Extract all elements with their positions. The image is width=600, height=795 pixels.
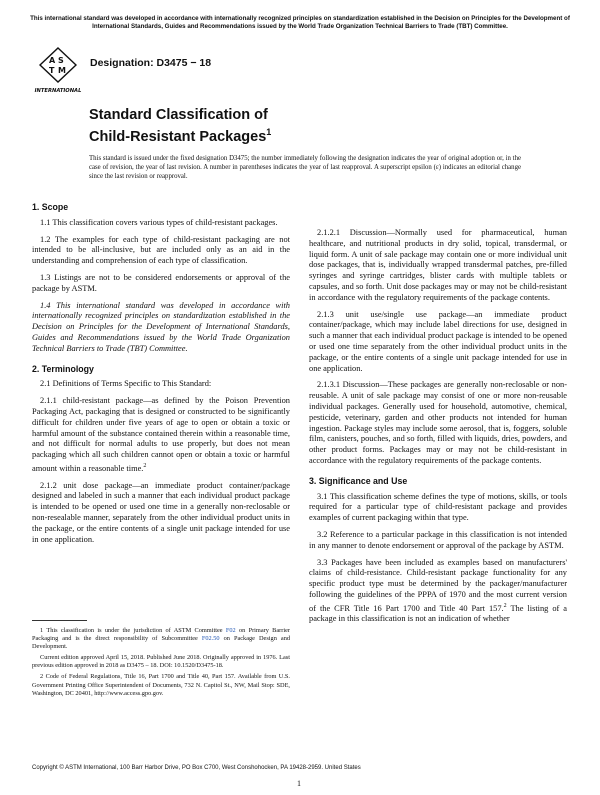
paragraph: 1.3 Listings are not to be considered endorsements or approval of the package by ASTM.	[32, 272, 290, 293]
footnote-mark: 2	[503, 602, 507, 609]
page-number: 1	[297, 779, 301, 788]
copyright-notice: Copyright © ASTM International, 100 Barr Harbor Drive, PO Box C700, West Conshohocken, PA 19428-2959. United States	[32, 765, 361, 771]
paragraph	[32, 396, 290, 474]
footnote-text: 1 This classification is under the jurisdiction of ASTM Committee	[40, 627, 226, 634]
section-heading-significance: 3. Significance and Use	[309, 475, 408, 486]
paragraph: 2.1.2.1 Discussion—Normally used for pharmaceutical, human healthcare, and nutritional products in dry solid, topical, transdermal, or liquid form. A unit of sale package may contain one or more individual unit dose packages, that is, individually wrapped transdermal patches, pre-filled syringes and syringe cartridges, blister cards with multiple tablets or capsules, and so forth. Unit dose packages may or may not be child-resistant in accordance with the regulatory requirements of the package contents.	[309, 228, 567, 302]
paragraph: 2.1.3 unit use/single use package—an immediate product container/package, which may include label directions for use, designed in such a manner that each individual product package is intended to be opened or used one time separately from the other individual product units in the package, or the entire contents of a single unit package intended for use in one application.	[309, 309, 567, 373]
designation: Designation: D3475 − 18	[90, 57, 212, 69]
paragraph: 2.1 Definitions of Terms Specific to This Standard:	[40, 379, 212, 389]
preface-note: This standard is issued under the fixed designation D3475; the number immediately following the designation indicates the year of original adoption or, in the case of revision, the year of last revision. A number in parentheses indicates the year of last reapproval. A superscript epsilon (ε) indicates an editorial change since the last revision or reapproval.	[89, 155, 521, 180]
footnote: 2 Code of Federal Regulations, Title 16, Part 1700 and Title 40, Part 157. Available from U.S. Government Printing Office Superintendent of Documents, 732 N. Capitol St., NW, Mail Stop: SDE, Washington, DC 20401, http://www.access.gpo.gov.	[32, 673, 290, 697]
footnote-mark: 2	[143, 462, 147, 469]
paragraph: 3.1 This classification scheme defines the type of motions, skills, or tools required for a particular type of child-resistant package and provides examples of current packaging within that type.	[309, 491, 567, 523]
paragraph: 3.2 Reference to a particular package in this classification is not intended in any manner to denote endorsement or approval of the package by ASTM.	[309, 529, 567, 550]
paragraph: 2.1.2 unit dose package—an immediate product container/package designed and labeled in such a manner that each individual product package is intended to be opened or used one time in a generally non-reclosable or non-resealable manner, separately from the other individual product units in the package, or the entire contents of a single unit package intended for use in one application.	[32, 480, 290, 544]
right-column	[309, 228, 567, 631]
logo-letter: T	[49, 66, 55, 75]
section-heading-scope: 1. Scope	[32, 202, 69, 212]
paragraph: 1.4 This international standard was developed in accordance with internationally recognized principles on standardization established in the Decision on Principles for the Development of International Standards, Guides and Recommendations issued by the World Trade Organization Technical Barriers to Trade (TBT) Committee.	[32, 300, 290, 353]
footnote-rule	[32, 620, 87, 621]
astm-logo	[34, 47, 82, 97]
paragraph	[309, 558, 567, 626]
paragraph: 1.1 This classification covers various types of child-resistant packages.	[40, 217, 278, 227]
paragraph: 1.2 The examples for each type of child-resistant packaging are not intended to be all-inclusive, but are included only as an aid in the understanding and comprehension of each type of classification.	[32, 234, 290, 266]
paragraph-text: 3.3 Packages have been included as examples based on manufacturers' claims of child-resistance. Child-resistant package functionality for any specific product type must be determined by the packager/manufacturer following the guidelines of the PPPA of 1970 and the most current version of the CFR Title 16 Part 1700 and Title 40 Part 157.	[309, 557, 567, 613]
left-column	[32, 202, 290, 551]
title-line: Standard Classification of	[89, 107, 268, 123]
footnote-text: on Primary Barrier Packaging and is the direct responsibility of Subcommittee	[32, 627, 290, 643]
subcommittee-link[interactable]: F02.50	[201, 635, 220, 643]
footnote-mark: 1	[266, 127, 272, 137]
footnote-text: on Package Design and Development.	[32, 635, 290, 651]
logo-letter: S	[58, 56, 64, 65]
logo-letter: M	[58, 66, 66, 75]
logo-letter: A	[49, 56, 56, 65]
standards-notice: This international standard was developed in accordance with internationally recognized principles on standardization established in the Decision on Principles for the Development of International Standards, Guides and Recommendations issued by the World Trade Organization Technical Barriers to Trade (TBT) Committee.	[30, 15, 570, 30]
footnotes	[32, 627, 290, 701]
document-title	[89, 107, 271, 146]
paragraph: 2.1.3.1 Discussion—These packages are generally non-reclosable or non-reusable. A unit of sale package may consist of one or more non-reusable individual packages. Generally used for household, automotive, chemical, pesticide, veterinary, garden and other products not intended for human ingestion. Package styles may include some aerosol, that is, foggers, soluble film, canisters, pouches, and so forth, filled with liquids, dries, powders, and other product forms. Packages may or may not be child-resistant in accordance with the regulatory requirements of the package contents.	[309, 380, 567, 465]
footnote	[32, 627, 290, 651]
committee-link[interactable]: F02	[225, 627, 236, 634]
footnote: Current edition approved April 15, 2018. Published June 2018. Originally approved in 1976. Last previous edition approved in 2018 as D3475 – 18. DOI: 10.1520/D3475-18.	[32, 654, 290, 670]
title-text: Child-Resistant Packages	[89, 128, 267, 145]
definition-text: 2.1.1 child-resistant package—as defined by the Poison Prevention Packaging Act, packaging that is designed or constructed to be significantly difficult for children under five years of age to open or obtain a toxic or harmful amount of the substance contained therein within a reasonable time, and not difficult for normal adults to use properly, but does not mean packaging which all such children cannot open or obtain a toxic or harmful amount within a reasonable time.	[32, 396, 290, 473]
section-heading-terminology: 2. Terminology	[32, 363, 94, 374]
paragraph-text: The listing of a package in this classification is not an indication of whether	[309, 603, 567, 624]
logo-caption: INTERNATIONAL	[34, 88, 82, 94]
title-line	[89, 124, 271, 146]
